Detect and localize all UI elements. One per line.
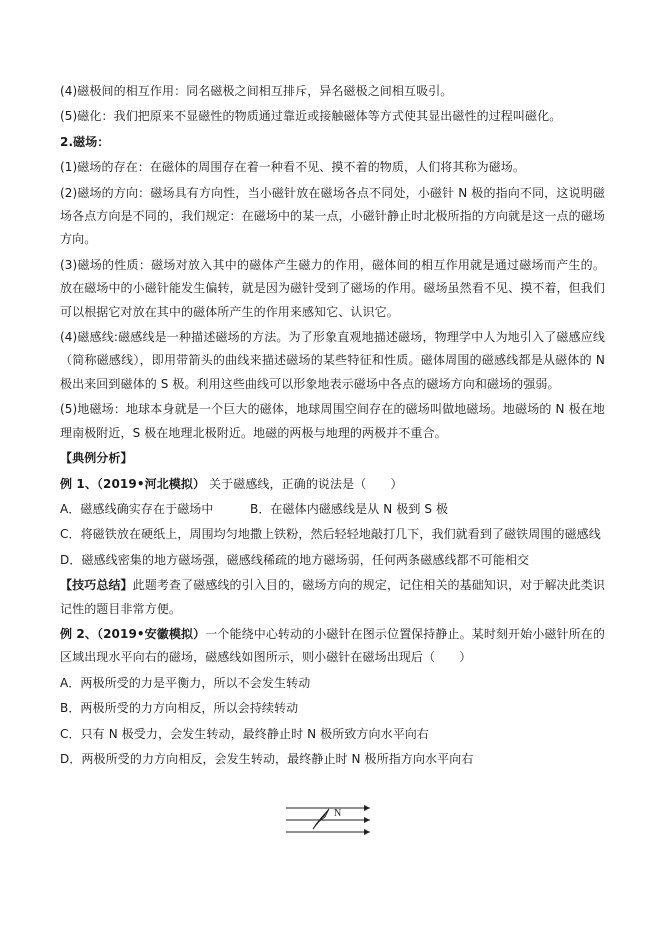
compass-needle-icon [313, 809, 329, 829]
magnetic-field-figure [284, 800, 374, 840]
document-page [60, 80, 605, 771]
example-2-option-a: A．两极所受的力是平衡力，所以不会发生转动 [60, 675, 311, 690]
example-1-option-a: A．磁感线确实存在于磁场中 [60, 501, 214, 516]
para-field-existence: (1)磁场的存在：在磁体的周围存在着一种看不见、摸不着的物质，人们将其称为磁场。 [60, 160, 526, 175]
example-1-label: 例 1、（2019•河北模拟） [60, 476, 206, 491]
section-title-examples: 【典例分析】 [60, 451, 133, 466]
example-2-stem [60, 623, 605, 670]
example-2-option-c: C．只有 N 极受力，会发生转动，最终静止时 N 极所致方向水平向右 [60, 726, 429, 741]
example-2-label: 例 2、（2019•安徽模拟） [60, 626, 206, 641]
para-field-lines: (4)磁感线:磁感线是一种描述磁场的方法。为了形象直观地描述磁场，物理学中人为地引入了磁感应线（简称磁感线），即用带箭头的曲线来描述磁场的某些特征和性质。磁体周围的磁感线都是从磁体的 N 极出来回到磁体的 S 极。利用这些曲线可以形象地表示磁场中各点的磁场方向和磁场的强弱。 [60, 330, 605, 391]
para-field-direction: (2)磁场的方向：磁场具有方向性，当小磁针放在磁场各点不同处，小磁针 N 极的指向不同，这说明磁场各点方向是不同的，我们规定：在磁场中的某一点，小磁针静止时北极所指的方向就是这一点的磁场方向。 [60, 185, 605, 247]
example-2-option-d: D．两极所受的力方向相反，会发生转动，最终静止时 N 极所指方向水平向右 [60, 751, 474, 766]
example-1-option-c: C．将磁铁放在硬纸上，周围均匀地撒上铁粉，然后轻轻地敲打几下，我们就看到了磁铁周围的磁感线 [60, 527, 601, 542]
tip-label: 【技巧总结】 [60, 578, 133, 593]
example-1-question: 关于磁感线，正确的说法是（ ） [209, 476, 403, 491]
arrow-right-icon [364, 805, 370, 811]
para-magnetic-interaction: (4)磁极间的相互作用：同名磁极之间相互排斥，异名磁极之间相互吸引。 [60, 84, 453, 98]
example-1-option-d: D．磁感线密集的地方磁场强，磁感线稀疏的地方磁场弱，任何两条磁感线都不可能相交 [60, 552, 530, 567]
tip-summary [60, 574, 605, 621]
example-2-question: 一个能绕中心转动的小磁针在图示位置保持静止。某时刻开始小磁针所在的区域出现水平向右的磁场，磁感线如图所示，则小磁针在磁场出现后（ ） [60, 626, 605, 665]
north-pole-label: N [334, 808, 342, 819]
arrow-right-icon [364, 829, 370, 835]
tip-text: 此题考查了磁感线的引入目的，磁场方向的规定，记住相关的基础知识，对于解决此类识记性的题目非常方便。 [60, 578, 605, 616]
arrow-right-icon [364, 817, 370, 823]
heading-magnetic-field: 2.磁场： [60, 134, 110, 149]
para-geomagnetic: (5)地磁场：地球本身就是一个巨大的磁体，地球周围空间存在的磁场叫做地磁场。地磁场的 N 极在地理南极附近，S 极在地理北极附近。地磁的两极与地理的两极并不重合。 [60, 402, 605, 440]
para-field-property: (3)磁场的性质：磁场对放入其中的磁体产生磁力的作用，磁体间的相互作用就是通过磁场而产生的。放在磁场中的小磁针能发生偏转，就是因为磁针受到了磁场的作用。磁场虽然看不见、摸不着，但我们可以根据它对放在其中的磁体所产生的作用来感知它、认识它。 [60, 257, 605, 319]
field-lines-diagram [284, 800, 374, 840]
para-magnetization: (5)磁化：我们把原来不显磁性的物质通过靠近或接触磁体等方式使其显出磁性的过程叫磁化。 [60, 109, 562, 124]
example-1-option-b: B．在磁体内磁感线是从 N 极到 S 极 [250, 501, 449, 516]
example-1-options-ab [60, 498, 605, 521]
example-1-stem [60, 473, 605, 496]
example-2-option-b: B．两极所受的力方向相反，所以会持续转动 [60, 701, 299, 716]
